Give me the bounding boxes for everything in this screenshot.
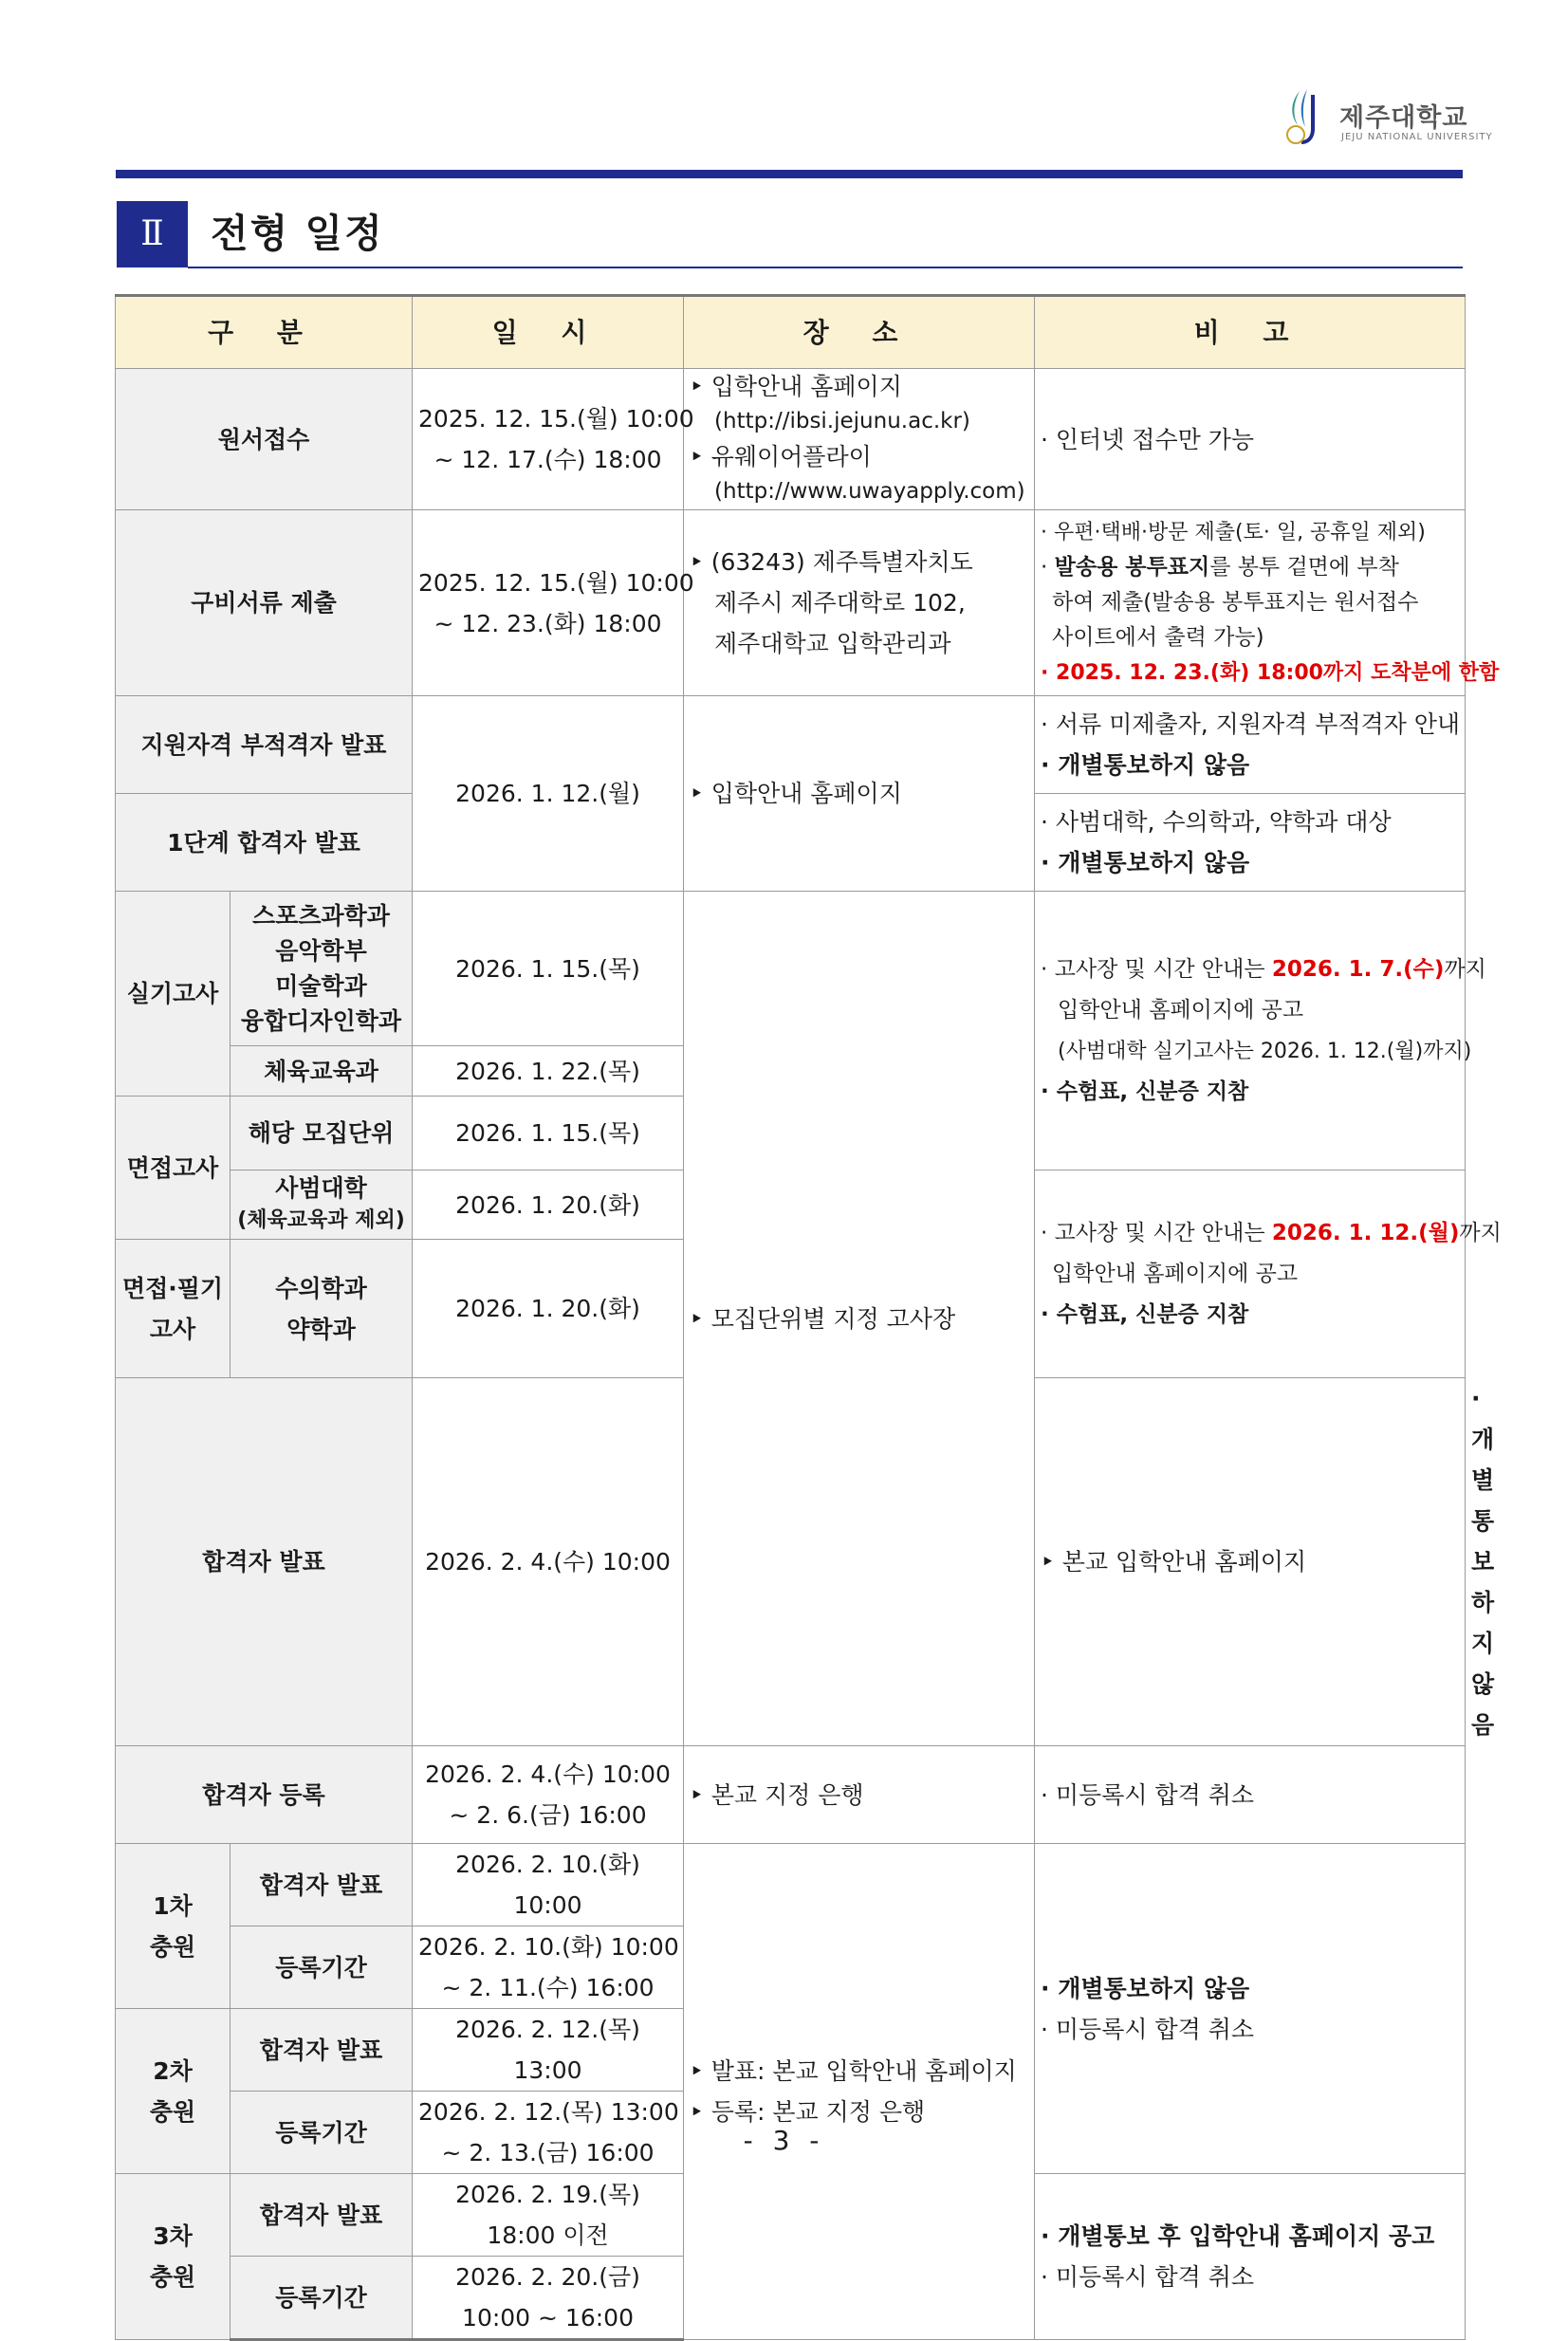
row-label: 실기고사 xyxy=(116,892,231,1097)
row-note: · 개별통보하지 않음 · 미등록시 합격 취소 xyxy=(1035,1844,1466,2174)
header-place: 장 소 xyxy=(684,296,1035,369)
row-note: · 인터넷 접수만 가능 xyxy=(1035,369,1466,510)
row-label: 1차 충원 xyxy=(116,1844,231,2009)
section-underline xyxy=(188,267,1463,268)
row-date: 2026. 2. 12.(목) 13:00 ~ 2. 13.(금) 16:00 xyxy=(413,2092,684,2174)
row-label: 합격자 등록 xyxy=(116,1746,413,1844)
row-date: 2026. 2. 4.(수) 10:00 ~ 2. 6.(금) 16:00 xyxy=(413,1746,684,1844)
row-date: 2026. 1. 22.(목) xyxy=(413,1046,684,1097)
row-label: 1단계 합격자 발표 xyxy=(116,794,413,892)
row-date: 2026. 1. 20.(화) xyxy=(413,1170,684,1240)
row-date: 2025. 12. 15.(월) 10:00 ~ 12. 17.(수) 18:00 xyxy=(413,369,684,510)
row-note: · 사범대학, 수의학과, 약학과 대상 · 개별통보하지 않음 xyxy=(1035,794,1466,892)
table-row: 합격자 발표 2026. 2. 4.(수) 10:00 ‣ 본교 입학안내 홈페이지 · 개별통보 하지 않음 xyxy=(116,1378,1466,1746)
row-label: 면접고사 xyxy=(116,1097,231,1240)
row-sublabel: 해당 모집단위 xyxy=(231,1097,413,1170)
row-sublabel: 등록기간 xyxy=(231,1926,413,2009)
row-date: 2026. 2. 20.(금) 10:00 ~ 16:00 xyxy=(413,2257,684,2340)
table-row xyxy=(116,1746,1466,1844)
row-note: · 서류 미제출자, 지원자격 부적격자 안내 · 개별통보하지 않음 xyxy=(1035,696,1466,794)
logo-name: 제주대학교 xyxy=(1339,103,1468,133)
row-place: ‣ 입학안내 홈페이지 xyxy=(684,696,1035,892)
row-sublabel: 수의학과 약학과 xyxy=(231,1240,413,1378)
header-bar xyxy=(116,170,1463,178)
row-sublabel: 등록기간 xyxy=(231,2092,413,2174)
table-row xyxy=(116,369,1466,510)
row-place: ‣ 발표: 본교 입학안내 홈페이지 ‣ 등록: 본교 지정 은행 xyxy=(684,1844,1035,2340)
header-category: 구 분 xyxy=(116,296,413,369)
page-number: - 3 - xyxy=(743,2125,825,2156)
header-datetime: 일 시 xyxy=(413,296,684,369)
table-header-row xyxy=(116,296,1466,369)
row-sublabel: 등록기간 xyxy=(231,2257,413,2340)
deadline-notice: · 2025. 12. 23.(화) 18:00까지 도착분에 한함 xyxy=(1041,661,1500,685)
row-label: 구비서류 제출 xyxy=(116,510,413,696)
row-label: 면접·필기 고사 xyxy=(116,1240,231,1378)
section-number: Ⅱ xyxy=(117,201,188,267)
table-row xyxy=(116,892,1466,1046)
row-date: 2026. 2. 4.(수) 10:00 xyxy=(413,1378,684,1746)
table-row xyxy=(116,510,1466,696)
row-date: 2026. 1. 12.(월) xyxy=(413,696,684,892)
row-label: 2차 충원 xyxy=(116,2009,231,2174)
row-sublabel: 합격자 발표 xyxy=(231,1844,413,1926)
row-date: 2026. 2. 12.(목) 13:00 xyxy=(413,2009,684,2092)
row-place: ‣ 본교 입학안내 홈페이지 xyxy=(1035,1378,1466,1746)
table-row xyxy=(116,696,1466,794)
row-note: · 미등록시 합격 취소 xyxy=(1035,1746,1466,1844)
logo-subtitle: JEJU NATIONAL UNIVERSITY xyxy=(1341,132,1493,142)
row-label: 합격자 발표 xyxy=(116,1378,413,1746)
row-place: ‣ (63243) 제주특별자치도 제주시 제주대학로 102, 제주대학교 입학관리과 xyxy=(684,510,1035,696)
row-date: 2026. 2. 19.(목) 18:00 이전 xyxy=(413,2174,684,2257)
row-place: ‣ 본교 지정 은행 xyxy=(684,1746,1035,1844)
row-sublabel: 체육교육과 xyxy=(231,1046,413,1097)
row-label: 지원자격 부적격자 발표 xyxy=(116,696,413,794)
university-logo xyxy=(1282,87,1493,154)
row-note: · 고사장 및 시간 안내는 2026. 1. 7.(수)까지 입학안내 홈페이지에 공고 (사범대학 실기고사는 2026. 1. 12.(월)까지) · 수험표, 신분증 지참 xyxy=(1035,892,1466,1170)
header-note: 비 고 xyxy=(1035,296,1466,369)
row-date: 2026. 2. 10.(화) 10:00 ~ 2. 11.(수) 16:00 xyxy=(413,1926,684,2009)
row-label: 원서접수 xyxy=(116,369,413,510)
schedule-table xyxy=(115,294,1502,2341)
row-sublabel: 사범대학 (체육교육과 제외) xyxy=(231,1170,413,1240)
section-title: 전형 일정 xyxy=(211,211,384,256)
row-date: 2026. 1. 20.(화) xyxy=(413,1240,684,1378)
row-place: ‣ 모집단위별 지정 고사장 xyxy=(684,892,1035,1746)
row-note: · 개별통보 후 입학안내 홈페이지 공고 · 미등록시 합격 취소 xyxy=(1035,2174,1466,2340)
logo-emblem-icon xyxy=(1282,87,1332,148)
row-sublabel: 합격자 발표 xyxy=(231,2174,413,2257)
table-row xyxy=(116,1844,1466,1926)
row-date: 2025. 12. 15.(월) 10:00 ~ 12. 23.(화) 18:00 xyxy=(413,510,684,696)
row-sublabel: 스포츠과학과 음악학부 미술학과 융합디자인학과 xyxy=(231,892,413,1046)
row-date: 2026. 2. 10.(화) 10:00 xyxy=(413,1844,684,1926)
row-note: · 고사장 및 시간 안내는 2026. 1. 12.(월)까지 입학안내 홈페이지에 공고 · 수험표, 신분증 지참 xyxy=(1035,1170,1466,1378)
row-date: 2026. 1. 15.(목) xyxy=(413,892,684,1046)
row-date: 2026. 1. 15.(목) xyxy=(413,1097,684,1170)
row-place: ‣ 입학안내 홈페이지 (http://ibsi.jejunu.ac.kr) ‣ 유웨이어플라이 (http://www.uwayapply.com) xyxy=(684,369,1035,510)
row-label: 3차 충원 xyxy=(116,2174,231,2340)
row-sublabel: 합격자 발표 xyxy=(231,2009,413,2092)
row-note: · 우편·택배·방문 제출(토· 일, 공휴일 제외) · 발송용 봉투표지를 봉투 겉면에 부착 하여 제출(발송용 봉투표지는 원서접수 사이트에서 출력 가능) · 2025. 12. 23.(화) 18:00까지 도착분에 한함 xyxy=(1035,510,1466,696)
